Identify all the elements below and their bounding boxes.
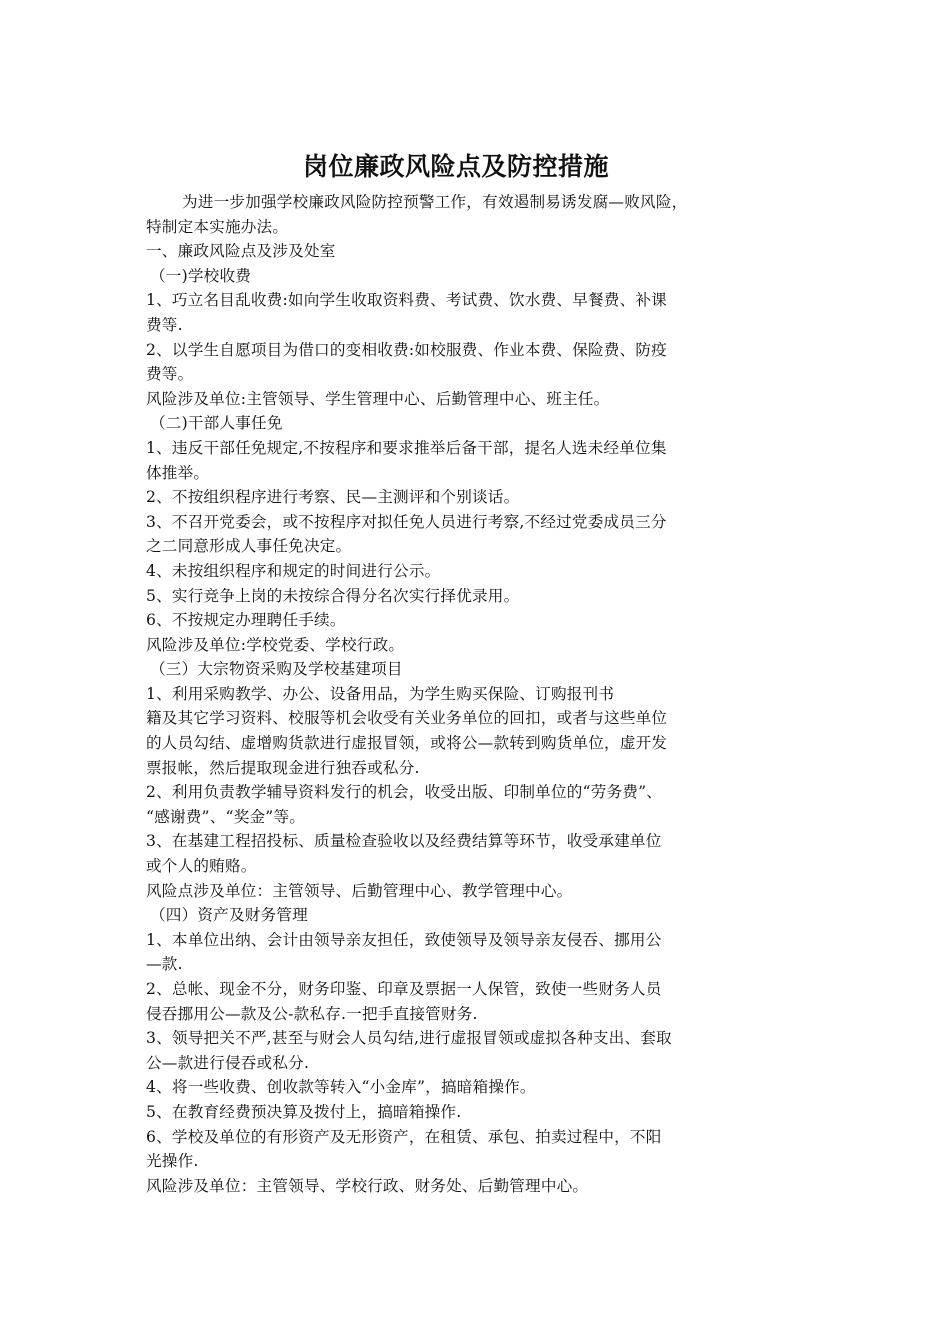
body-line: “感谢费”、“奖金”等。	[146, 807, 306, 826]
risk-unit-line: 风险点涉及单位：主管领导、后勤管理中心、教学管理中心。	[146, 881, 573, 900]
body-line: 1、本单位出纳、会计由领导亲友担任，致使领导及领导亲友侵吞、挪用公	[146, 930, 662, 949]
body-line: 1、利用采购教学、办公、设备用品，为学生购买保险、订购报刊书	[146, 684, 615, 703]
body-line: 体推举。	[146, 463, 210, 482]
body-line: 或个人的贿赂。	[146, 857, 257, 876]
body-line: 光操作.	[146, 1152, 199, 1171]
body-line: 费等。	[146, 365, 194, 384]
section-heading: 一、廉政风险点及涉及处室	[146, 242, 336, 261]
subsection-heading: （三）大宗物资采购及学校基建项目	[150, 660, 403, 679]
risk-unit-line: 风险涉及单位:学校党委、学校行政。	[146, 635, 405, 654]
body-line: 1、巧立名目乱收费:如向学生收取资料费、考试费、饮水费、早餐费、补课	[146, 291, 667, 310]
body-line: 4、未按组织程序和规定的时间进行公示。	[146, 561, 441, 580]
body-line: 3、领导把关不严,甚至与财会人员勾结,进行虚报冒领或虚拟各种支出、套取	[146, 1029, 672, 1048]
intro-line: 特制定本实施办法。	[146, 217, 289, 236]
body-line: 5、实行竞争上岗的未按综合得分名次实行择优录用。	[146, 586, 520, 605]
body-line: 2、利用负责教学辅导资料发行的机会，收受出版、印制单位的“劳务费”、	[146, 783, 663, 802]
body-line: 6、学校及单位的有形资产及无形资产，在租赁、承包、拍卖过程中，不阳	[146, 1127, 662, 1146]
body-line: 公—款进行侵吞或私分.	[146, 1053, 310, 1072]
body-line: 的人员勾结、虚增购货款进行虚报冒领，或将公—款转到购货单位，虚开发	[146, 734, 668, 753]
subsection-heading: （四）资产及财务管理	[150, 906, 308, 925]
body-line: 2、总帐、现金不分，财务印鉴、印章及票据一人保管，致使一些财务人员	[146, 980, 662, 998]
body-line: 3、不召开党委会，或不按程序对拟任免人员进行考察,不经过党委成员三分	[146, 512, 667, 531]
body-line: 侵吞挪用公—款及公-款私存.一把手直接管财务.	[146, 1004, 478, 1023]
body-line: 6、不按规定办理聘任手续。	[146, 611, 346, 630]
body-line: 2、不按组织程序进行考察、民—主测评和个别谈话。	[146, 488, 520, 507]
body-line: 4、将一些收费、创收款等转入“小金库”，搞暗箱操作。	[146, 1078, 536, 1097]
body-line: 2、以学生自愿项目为借口的变相收费:如校服费、作业本费、保险费、防疫	[146, 340, 667, 359]
risk-unit-line: 风险涉及单位:主管领导、学生管理中心、后勤管理中心、班主任。	[146, 389, 610, 408]
subsection-heading: （二)干部人事任免	[150, 414, 283, 433]
body-line: 票报帐，然后提取现金进行独吞或私分.	[146, 758, 420, 777]
document-page	[146, 148, 806, 1198]
document-title: 岗位廉政风险点及防控措施	[302, 152, 609, 181]
body-line: 5、在教育经费预决算及拨付上，搞暗箱操作.	[146, 1102, 462, 1121]
body-line: 1、违反干部任免规定,不按程序和要求推举后备干部，提名人选未经单位集	[146, 438, 667, 457]
body-line: 籍及其它学习资料、校服等机会收受有关业务单位的回扣，或者与这些单位	[146, 709, 668, 728]
risk-unit-line: 风险涉及单位：主管领导、学校行政、财务处、后勤管理中心。	[146, 1176, 589, 1195]
body-line: 3、在基建工程招投标、质量检查验收以及经费结算等环节，收受承建单位	[146, 832, 662, 851]
body-line: 费等.	[146, 315, 183, 334]
subsection-heading: （一)学校收费	[150, 266, 252, 285]
intro-line: 为进一步加强学校廉政风险防控预警工作，有效遏制易诱发腐—败风险，	[182, 193, 688, 211]
body-line: —款.	[146, 955, 183, 974]
body-line: 之二同意形成人事任免决定。	[146, 537, 352, 556]
